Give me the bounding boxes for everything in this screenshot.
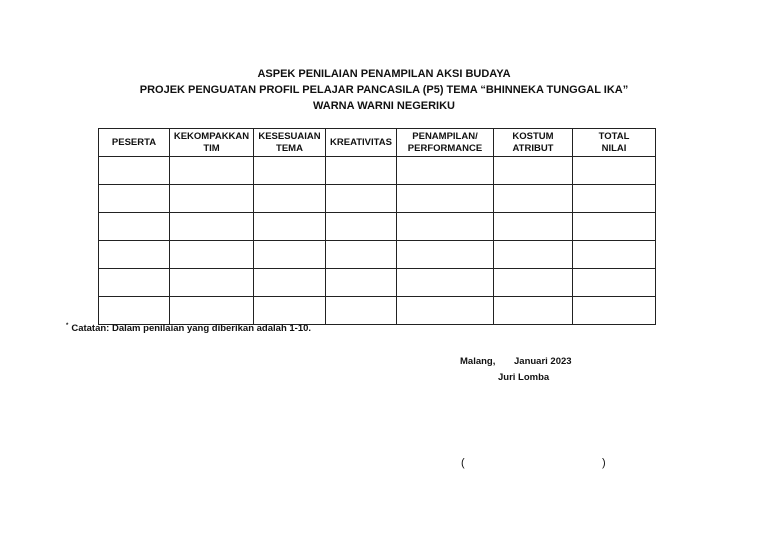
- note-asterisk: *: [66, 323, 69, 329]
- table-cell[interactable]: [494, 269, 573, 297]
- table-cell[interactable]: [326, 297, 397, 325]
- table-cell[interactable]: [254, 297, 326, 325]
- table-cell[interactable]: [170, 297, 254, 325]
- table-row: [99, 213, 656, 241]
- table-row: [99, 185, 656, 213]
- table-cell[interactable]: [326, 157, 397, 185]
- table-cell[interactable]: [170, 157, 254, 185]
- assessment-table: [98, 128, 656, 325]
- signature-open-paren: (: [461, 457, 465, 469]
- table-row: [99, 241, 656, 269]
- table-cell[interactable]: [573, 269, 656, 297]
- table-header-row: [99, 129, 656, 157]
- table-cell[interactable]: [326, 185, 397, 213]
- document-title: [0, 66, 768, 114]
- table-cell[interactable]: [99, 241, 170, 269]
- table-cell[interactable]: [494, 213, 573, 241]
- title-line-3: WARNA WARNI NEGERIKU: [313, 100, 455, 112]
- table-cell[interactable]: [254, 241, 326, 269]
- table-cell[interactable]: [397, 297, 494, 325]
- signature-place: Malang,: [460, 356, 496, 367]
- table-cell[interactable]: [254, 185, 326, 213]
- title-line-1: ASPEK PENILAIAN PENAMPILAN AKSI BUDAYA: [257, 68, 511, 80]
- signature-date: Januari 2023: [514, 356, 572, 367]
- table-row: [99, 157, 656, 185]
- table-cell[interactable]: [573, 157, 656, 185]
- table-cell[interactable]: [573, 185, 656, 213]
- table-cell[interactable]: [494, 241, 573, 269]
- header-kekompakkan-tim: KEKOMPAKKAN TIM: [170, 129, 254, 157]
- note-text: Catatan: Dalam penilaian yang diberikan adalah 1-10.: [71, 323, 312, 335]
- table-cell[interactable]: [397, 241, 494, 269]
- header-peserta: PESERTA: [99, 129, 170, 157]
- table-cell[interactable]: [170, 241, 254, 269]
- table-cell[interactable]: [326, 269, 397, 297]
- table-cell[interactable]: [397, 185, 494, 213]
- table-cell[interactable]: [170, 269, 254, 297]
- table-cell[interactable]: [397, 269, 494, 297]
- table-cell[interactable]: [170, 213, 254, 241]
- note: [66, 323, 311, 334]
- table-cell[interactable]: [99, 185, 170, 213]
- table-body: [99, 157, 656, 325]
- table-cell[interactable]: [397, 213, 494, 241]
- table-cell[interactable]: [99, 269, 170, 297]
- header-penampilan-performance: PENAMPILAN/ PERFORMANCE: [397, 129, 494, 157]
- signature-role: Juri Lomba: [498, 372, 550, 383]
- table-cell[interactable]: [494, 157, 573, 185]
- signature-close-paren: ): [602, 457, 606, 469]
- table-cell[interactable]: [254, 269, 326, 297]
- header-kostum-atribut: KOSTUM ATRIBUT: [494, 129, 573, 157]
- table-cell[interactable]: [254, 213, 326, 241]
- table-row: [99, 269, 656, 297]
- table-cell[interactable]: [99, 213, 170, 241]
- table-cell[interactable]: [573, 213, 656, 241]
- table-cell[interactable]: [99, 157, 170, 185]
- table-cell[interactable]: [494, 185, 573, 213]
- table-cell[interactable]: [326, 213, 397, 241]
- table-cell[interactable]: [326, 241, 397, 269]
- table-cell[interactable]: [573, 297, 656, 325]
- table-cell[interactable]: [494, 297, 573, 325]
- table-row: [99, 297, 656, 325]
- table-cell[interactable]: [397, 157, 494, 185]
- table-cell[interactable]: [254, 157, 326, 185]
- table-cell[interactable]: [573, 241, 656, 269]
- title-line-2: PROJEK PENGUATAN PROFIL PELAJAR PANCASILA (P5) TEMA “BHINNEKA TUNGGAL IKA”: [139, 84, 629, 96]
- table-cell[interactable]: [99, 297, 170, 325]
- table-cell[interactable]: [170, 185, 254, 213]
- header-kesesuaian-tema: KESESUAIAN TEMA: [254, 129, 326, 157]
- header-kreativitas: KREATIVITAS: [326, 129, 397, 157]
- header-total-nilai: TOTAL NILAI: [573, 129, 656, 157]
